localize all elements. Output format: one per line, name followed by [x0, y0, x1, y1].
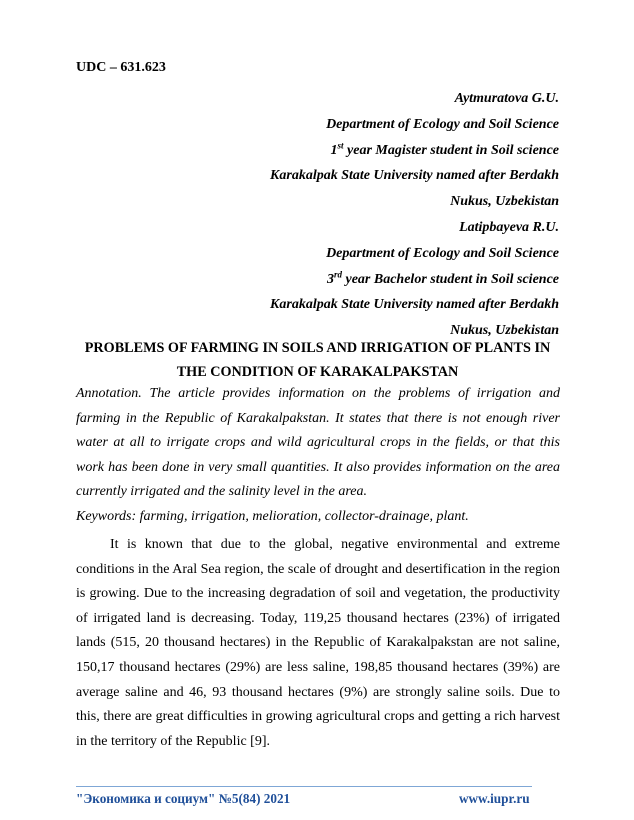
year-number: 3: [326, 271, 334, 287]
author-location: Nukus, Uzbekistan: [450, 194, 559, 210]
body-paragraph: It is known that due to the global, negative environmental and extreme conditions in the Aral Sea region, the scale of drought and desertification in the region is growing. Due to the increasing degradation of soil and vegetation, the productivity of irrigated land is decreasing. Today, 119,25 thousand hectares (23%) of irrigated lands (515, 20 thousand hectares) in the Republic of Karakalpakstan are not saline, 150,17 thousand hectares (29%) are less saline, 198,85 thousand hectares (39%) are average saline and 46, 93 thousand hectares (9%) are strongly saline soils. Due to this, there are great difficulties in growing agricultural crops and getting a rich harvest in the territory of the Republic [9].: [76, 537, 560, 749]
annotation-paragraph: Annotation. The article provides information on the problems of irrigation and farming in the Republic of Karakalpakstan. It states that there is not enough river water at all to irrigate crops and wild agricultural crops in the fields, or that this work has been done in very small quantities. It also provides information on the area currently irrigated and the salinity level in the area.: [76, 386, 560, 500]
author-name: Latipbayeva R.U.: [459, 219, 559, 235]
author-university: Karakalpak State University named after Berdakh: [270, 297, 559, 313]
position-text: year Magister student in Soil science: [343, 142, 559, 158]
author-department: Department of Ecology and Soil Science: [326, 245, 559, 261]
author-department: Department of Ecology and Soil Science: [326, 116, 559, 132]
keywords-line: Keywords: farming, irrigation, melioration, collector-drainage, plant.: [76, 509, 469, 524]
year-suffix: st: [337, 139, 344, 150]
footer-website-link[interactable]: www.iupr.ru: [459, 791, 530, 806]
position-text: year Bachelor student in Soil science: [342, 271, 559, 287]
title-line: THE CONDITION OF KARAKALPAKSTAN: [176, 364, 459, 380]
year-number: 1: [330, 142, 338, 158]
author-university: Karakalpak State University named after Berdakh: [270, 168, 559, 184]
article-title: [76, 336, 559, 384]
author-position: [270, 138, 559, 164]
udc-code: UDC – 631.623: [76, 60, 166, 75]
footer-journal-title: "Экономика и социум" №5(84) 2021: [76, 791, 291, 806]
author-block: [270, 86, 559, 344]
footer-divider: [76, 786, 532, 787]
title-line: PROBLEMS OF FARMING IN SOILS AND IRRIGATION OF PLANTS IN: [84, 340, 551, 356]
author-name: Aytmuratova G.U.: [454, 91, 559, 106]
year-suffix: rd: [333, 268, 342, 279]
author-location: Nukus, Uzbekistan: [450, 323, 559, 339]
author-position: [270, 267, 559, 293]
